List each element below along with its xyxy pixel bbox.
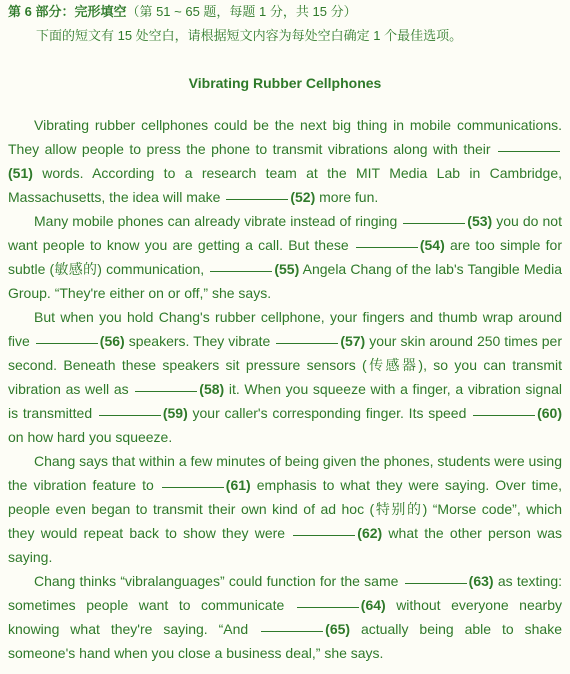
answer-blank [356, 246, 418, 248]
paragraph-text: your caller's corresponding finger. Its speed [187, 405, 472, 421]
section-header [8, 4, 562, 20]
answer-blank [276, 342, 338, 344]
paragraph-text: Chang thinks “vibralanguages” could function for the same [34, 573, 403, 589]
paragraph-text: Chang says that within a few minutes of being given the phones, students were using the vibration feature to [8, 453, 562, 493]
paragraph-text: speakers. They vibrate [124, 333, 275, 349]
answer-blank [405, 582, 467, 584]
answer-blank [403, 222, 465, 224]
answer-blank [162, 486, 224, 488]
paragraph-text: on how hard you squeeze. [8, 429, 173, 445]
question-number: (54) [419, 237, 445, 253]
question-number: (61) [225, 477, 251, 493]
question-number: (65) [325, 621, 351, 637]
question-number: (51) [8, 165, 33, 181]
question-number: (55) [274, 261, 300, 277]
question-number: (58) [199, 381, 225, 397]
paragraph-text: But when you hold Chang's rubber cellphone, your fingers and thumb wrap around five [8, 309, 562, 349]
question-number: (52) [290, 189, 316, 205]
passage-paragraph [8, 209, 562, 305]
paragraph-text: your skin around 250 times per second. Beneath these speakers sit pressure sensors (传感器), so you can transmit vibration as well as [8, 333, 562, 397]
paragraph-text: Angela Chang of the lab's Tangible Media Group. “They're either on or off,” she says. [8, 261, 562, 301]
paragraph-text: words. According to a research team at the MIT Media Lab in Cambridge, Massachusetts, the idea will make [8, 165, 562, 205]
paragraph-text: you do not want people to know you are getting a call. But these [8, 213, 562, 253]
question-number: (53) [467, 213, 493, 229]
question-number: (63) [468, 573, 494, 589]
answer-blank [297, 606, 359, 608]
passage-paragraph [8, 305, 562, 449]
answer-blank [498, 150, 560, 152]
passage-paragraph [8, 449, 562, 569]
section-range-note: （第 51 ~ 65 题，每题 1 分，共 15 分） [126, 4, 357, 19]
question-number: (62) [357, 525, 383, 541]
question-number: (59) [162, 405, 188, 421]
answer-blank [261, 630, 323, 632]
answer-blank [99, 414, 161, 416]
passage-paragraph [8, 569, 562, 665]
paragraph-text: emphasis to what they were saying. Over time, people even began to transmit their own kind of ad hoc (特别的) “Morse code”, which they would repeat back to show they were [8, 477, 563, 541]
paragraph-text: Vibrating rubber cellphones could be the next big thing in mobile communications. They allow people to press the phone to transmit vibrations along with their [8, 117, 562, 157]
passage-title: Vibrating Rubber Cellphones [188, 75, 382, 91]
answer-blank [135, 390, 197, 392]
paragraph-text: as texting: sometimes people want to communicate [8, 573, 563, 613]
passage-paragraph [8, 113, 562, 209]
answer-blank [36, 342, 98, 344]
paragraph-text: are too simple for subtle (敏感的) communication, [8, 237, 562, 277]
paragraph-text: Many mobile phones can already vibrate instead of ringing [34, 213, 402, 229]
paragraph-text: more fun. [315, 189, 379, 205]
answer-blank [210, 270, 272, 272]
question-number: (64) [360, 597, 386, 613]
question-number: (56) [99, 333, 125, 349]
question-number: (60) [537, 405, 562, 421]
paragraph-text: what the other person was saying. [8, 525, 562, 565]
answer-blank [473, 414, 535, 416]
paragraph-text: without everyone nearby knowing what they're saying. “And [8, 597, 562, 637]
passage-body [8, 113, 562, 665]
answer-blank [293, 534, 355, 536]
paragraph-text: it. When you squeeze with a finger, a vibration signal is transmitted [8, 381, 562, 421]
section-instruction: 下面的短文有 15 处空白，请根据短文内容为每处空白确定 1 个最佳选项。 [36, 28, 463, 43]
question-number: (57) [340, 333, 366, 349]
section-part-label: 第 6 部分：完形填空 [8, 4, 127, 19]
paragraph-text: actually being able to shake someone's hand when you close a business deal,” she says. [8, 621, 562, 661]
answer-blank [226, 198, 288, 200]
